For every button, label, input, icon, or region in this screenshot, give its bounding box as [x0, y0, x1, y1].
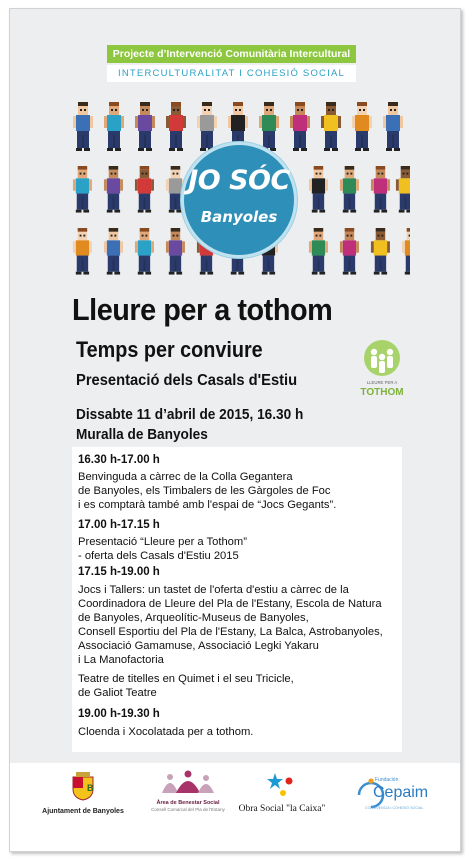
schedule-panel — [72, 447, 402, 752]
cepaim-tagline: CONVIVENCIA I COHESIÓ SOCIAL — [365, 806, 424, 810]
pixel-person — [402, 228, 410, 275]
project-banner: Projecte d’Intervenció Comunitària Intercultural — [107, 45, 356, 63]
pixel-person — [259, 102, 279, 151]
pixel-person — [73, 102, 93, 151]
schedule-line: Benvinguda a càrrec de la Colla Gegantera — [78, 471, 293, 483]
pixel-person — [371, 228, 390, 275]
la-caixa-logo — [232, 771, 332, 814]
pixel-person — [340, 228, 359, 275]
schedule-line: de Banyoles, Arqueolític-Museus de Banyoles, — [78, 612, 309, 624]
schedule-time-3: 17.15 h-19.00 h — [78, 566, 160, 578]
coat-of-arms-icon — [71, 771, 95, 801]
schedule-time-1: 16.30 h-17.00 h — [78, 454, 160, 466]
event-info — [76, 405, 303, 445]
badge-line1: JO SÓC — [188, 165, 290, 196]
tothom-small-text: LLEURE PER A — [366, 380, 398, 385]
pixel-person — [166, 102, 186, 151]
schedule-line: Coordinadora de Lleure del Pla de l'Estany, Escola de Natura — [78, 598, 382, 610]
schedule-line: Jocs i Tallers: un tastet de l'oferta d'estiu a càrrec de la — [78, 584, 349, 596]
schedule-line: Consell Esportiu del Pla de l'Estany, La Balca, Astrobanyoles, — [78, 626, 383, 638]
ajuntament-logo — [38, 771, 128, 815]
pixel-person — [73, 228, 92, 275]
main-title: Lleure per a tothom — [72, 292, 333, 327]
schedule-line: Teatre de titelles en Quimet i el seu Tricicle, — [78, 673, 294, 685]
pixel-person — [166, 228, 185, 275]
pixel-person — [290, 102, 310, 151]
benestar-label: Àrea de Benestar Social — [156, 800, 220, 806]
cepaim-name: Cepaim — [373, 784, 429, 801]
schedule-line: i La Manofactoria — [78, 654, 164, 666]
pixel-person — [135, 166, 154, 213]
pixel-person — [104, 166, 123, 213]
caixa-label: Obra Social "la Caixa" — [238, 804, 326, 814]
tagline-banner: INTERCULTURALITAT I COHESIÓ SOCIAL — [107, 65, 356, 82]
benestar-sub: Consell Comarcal del Pla de l'Estany — [151, 807, 225, 812]
pixel-person — [104, 228, 123, 275]
svg-text:B: B — [87, 783, 94, 793]
schedule-line: Presentació “Lleure per a Tothom” — [78, 536, 247, 548]
pixel-person — [309, 166, 328, 213]
pixel-person — [340, 166, 359, 213]
ajuntament-label: Ajuntament de Banyoles — [42, 808, 124, 815]
badge-line2: Banyoles — [200, 208, 278, 226]
pixel-person — [135, 102, 155, 151]
lleure-tothom-logo — [354, 338, 410, 398]
event-date: Dissabte 11 d’abril de 2015, 16.30 h — [76, 407, 304, 423]
cepaim-logo — [345, 773, 445, 818]
benestar-logo — [148, 769, 228, 813]
pixel-person — [309, 228, 328, 275]
event-place: Muralla de Banyoles — [76, 427, 208, 443]
cepaim-small: Fundación — [375, 777, 399, 783]
pixel-person — [383, 102, 403, 151]
pixel-person — [135, 228, 154, 275]
pixel-person — [104, 102, 124, 151]
tothom-people-icon — [354, 338, 410, 398]
cepaim-icon — [345, 773, 445, 813]
tothom-big-text: TOTHOM — [360, 387, 404, 398]
pixel-person — [352, 102, 372, 151]
pixel-person — [371, 166, 390, 213]
schedule-time-2: 17.00 h-17.15 h — [78, 519, 160, 531]
pixel-person — [396, 166, 410, 213]
benestar-people-icon — [158, 769, 218, 795]
schedule-line: - oferta dels Casals d'Estiu 2015 — [78, 550, 239, 562]
schedule-line: de Banyoles, els Timbalers de les Gàrgoles de Foc — [78, 485, 331, 497]
pixel-person — [197, 102, 217, 151]
schedule-line: de Galiot Teatre — [78, 687, 157, 699]
pixel-person — [73, 166, 92, 213]
schedule-line: Cloenda i Xocolatada per a tothom. — [78, 726, 254, 738]
schedule-line: i es comptarà també amb l'espai de “Jocs Gegants”. — [78, 499, 337, 511]
schedule-line: Associació Gamamuse, Associació Legki Yakaru — [78, 640, 319, 652]
pixel-person — [321, 102, 341, 151]
subtitle: Temps per conviure — [76, 337, 263, 362]
caixa-star-icon — [265, 771, 299, 799]
presentation-title: Presentació dels Casals d'Estiu — [76, 372, 298, 389]
jo-soc-banyoles-badge — [181, 142, 297, 258]
schedule-time-4: 19.00 h-19.30 h — [78, 708, 160, 720]
sponsor-footer — [10, 763, 460, 851]
